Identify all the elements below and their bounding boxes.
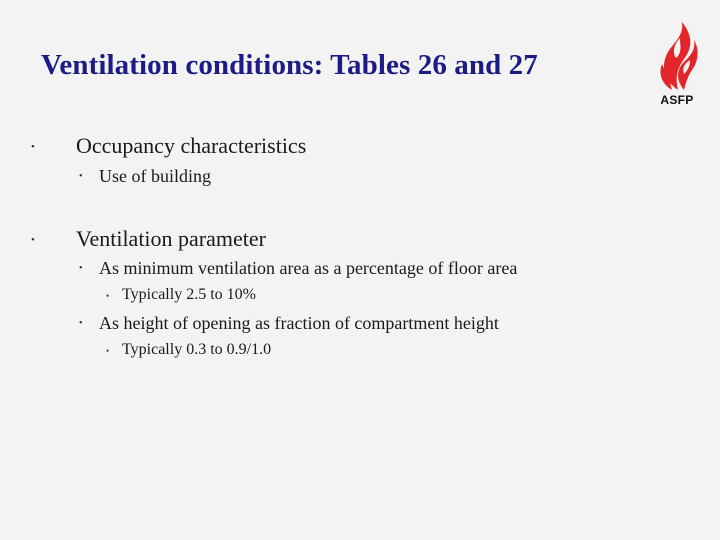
flame-icon bbox=[654, 18, 700, 92]
bullet-dot: • bbox=[106, 291, 110, 301]
bullet-text: Typically 0.3 to 0.9/1.0 bbox=[122, 341, 272, 358]
bullet-text: As height of opening as fraction of compartment height bbox=[99, 313, 499, 333]
bullet-text: As minimum ventilation area as a percentage of floor area bbox=[99, 258, 518, 278]
bullet-dot: • bbox=[31, 234, 35, 246]
slide-title: Ventilation conditions: Tables 26 and 27 bbox=[41, 49, 538, 81]
bullet-text: Occupancy characteristics bbox=[76, 133, 307, 158]
logo-text: ASFP bbox=[660, 93, 694, 107]
bullet-dot: • bbox=[79, 263, 83, 274]
bullet-dot: • bbox=[79, 318, 83, 329]
bullet-text: Typically 2.5 to 10% bbox=[122, 286, 256, 303]
bullet-dot: • bbox=[31, 141, 35, 153]
asfp-logo bbox=[654, 18, 700, 108]
bullet-dot: • bbox=[79, 171, 83, 182]
bullet-text: Ventilation parameter bbox=[76, 226, 266, 251]
bullet-text: Use of building bbox=[99, 166, 211, 186]
bullet-dot: • bbox=[106, 346, 110, 356]
